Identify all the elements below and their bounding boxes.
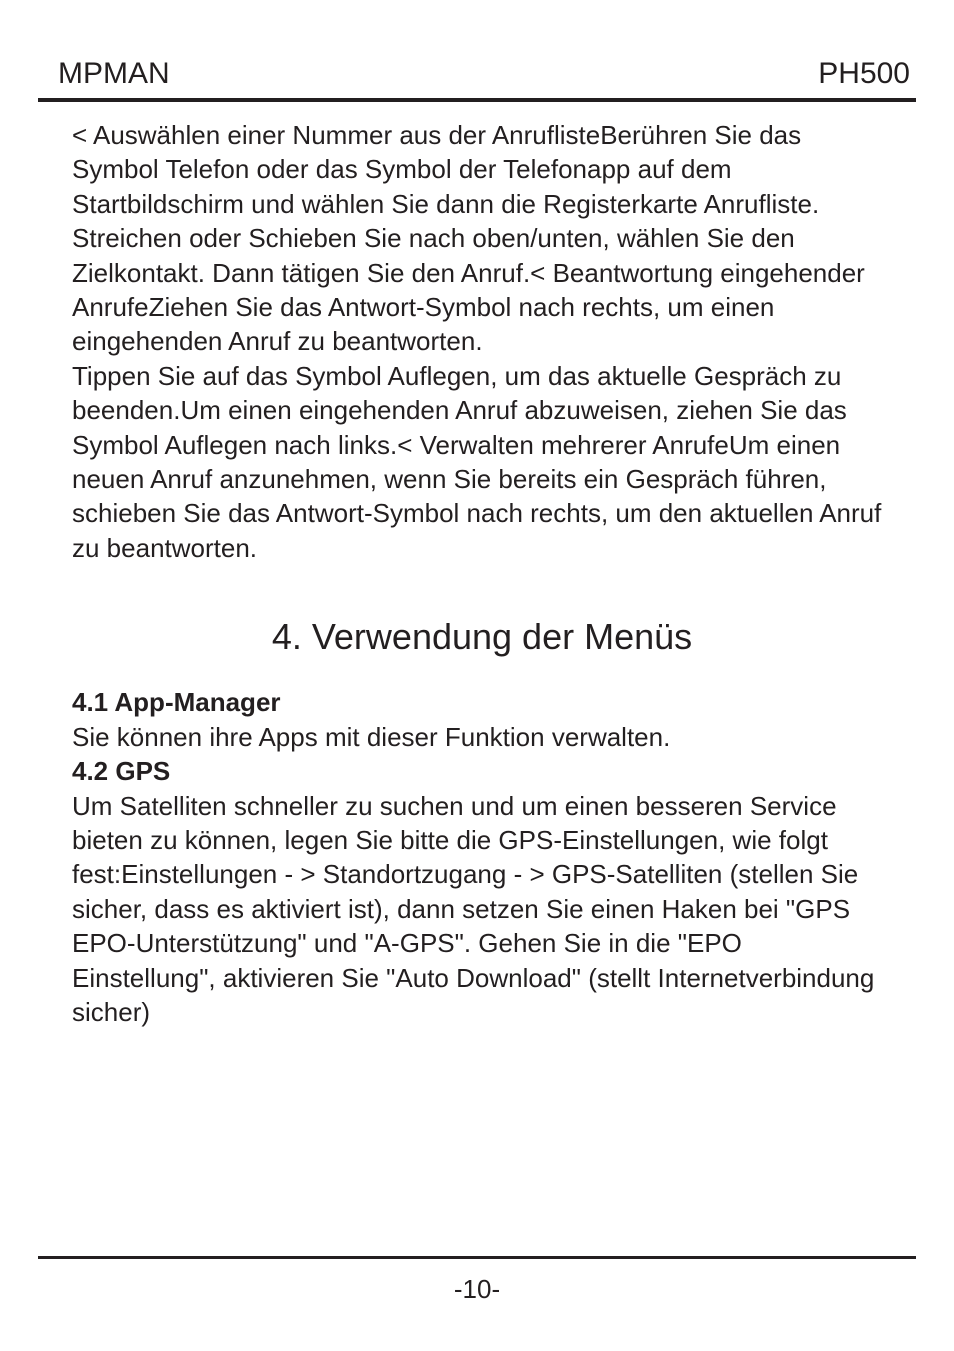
body-paragraph-2: Tippen Sie auf das Symbol Auflegen, um das aktuelle Gespräch zu beenden.Um einen eingehenden Anruf abzuweisen, ziehen Sie das Symbol Auflegen nach links.< Verwalten mehrerer AnrufeUm einen neuen Anruf anzunehmen, wenn Sie bereits ein Gespräch führen, schieben Sie das Antwort-Symbol nach rechts, um den aktuellen Anruf zu beantworten. [72, 360, 882, 563]
header-rule [38, 98, 916, 102]
footer-rule [38, 1256, 916, 1259]
section-title: 4. Verwendung der Menüs [271, 616, 693, 658]
subsection-text-gps: Um Satelliten schneller zu suchen und um einen besseren Service bieten zu können, legen Sie bitte die GPS-Einstellungen, wie folgt fest:Einstellungen - > Standortzugang - > GPS-Satelliten (stellen Sie sicher, dass es aktiviert ist), dann setzen Sie einen Haken bei "GPS EPO-Unterstützung" und "A-GPS". Gehen Sie in die "EPO Einstellung", aktivieren Sie "Auto Download" (stellt Internetverbindung sicher) [72, 790, 875, 1027]
brand-name: MPMAN [58, 57, 170, 90]
page-content [72, 118, 892, 1029]
page-number: -10- [453, 1274, 501, 1304]
subsection-heading-app-manager: 4.1 App-Manager [72, 687, 281, 718]
subsection-heading-gps: 4.2 GPS [72, 756, 171, 787]
body-paragraph-1: < Auswählen einer Nummer aus der AnruflisteBerühren Sie das Symbol Telefon oder das Symbol der Telefonapp auf dem Startbildschirm und wählen Sie dann die Registerkarte Anrufliste. Streichen oder Schieben Sie nach oben/unten, wählen Sie den Zielkontakt. Dann tätigen Sie den Anruf.< Beantwortung eingehender AnrufeZiehen Sie das Antwort-Symbol nach rechts, um einen eingehenden Anruf zu beantworten. [72, 120, 865, 357]
page-header [38, 52, 916, 100]
model-name: PH500 [818, 57, 910, 90]
subsection-text-app-manager: Sie können ihre Apps mit dieser Funktion verwalten. [72, 721, 671, 752]
